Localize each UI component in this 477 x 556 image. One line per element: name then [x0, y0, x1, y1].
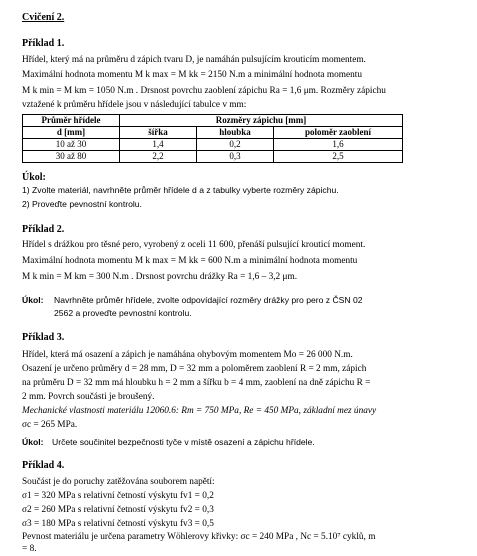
ex3-text-line: 2 mm. Povrch součásti je broušený. [22, 392, 155, 402]
ex3-text-line: Hřídel, která má osazení a zápich je namáhána ohybovým momentem Mo = 26 000 N.m. [22, 350, 353, 360]
ex1-heading: Příklad 1. [22, 38, 65, 49]
table-cell: 0,3 [197, 151, 274, 163]
document-title: Cvičení 2. [22, 12, 65, 23]
ex1-text-line: Maximální hodnota momentu M k max = M kk = 2150 N.m a minimální hodnota momentu [22, 70, 362, 80]
ex1-task-item: 2) Proveďte pevnostní kontrolu. [22, 199, 142, 209]
table-header-radius: poloměr zaoblení [274, 127, 403, 139]
ex2-text-line: M k min = M km = 300 N.m . Drsnost povrchu drážky Ra = 1,6 – 3,2 μm. [22, 272, 298, 282]
groove-dimensions-table [22, 114, 403, 163]
table-row [23, 151, 403, 163]
ex1-text-line: Hřídel, který má na průměru d zápich tvaru D, je namáhán pulsujícím krouticím momentem. [22, 55, 366, 65]
ex1-task-label: Úkol: [22, 172, 46, 183]
ex2-text-line: Maximální hodnota momentu M k max = M kk = 600 N.m a minimální hodnota momentu [22, 256, 358, 266]
table-cell: 1,4 [120, 139, 197, 151]
table-row [23, 139, 403, 151]
ex3-text-line: Osazení je určeno průměry d = 28 mm, D = 32 mm a poloměrem zaoblení R = 2 mm, zápich [22, 364, 367, 374]
ex4-stress-line: σ2 = 260 MPa s relativní četností výskytu fv2 = 0,3 [22, 505, 214, 515]
table-header-diameter-unit: d [mm] [23, 127, 120, 139]
ex1-task-item: 1) Zvolte materiál, navrhněte průměr hřídele d a z tabulky vyberte rozměry zápichu. [22, 185, 339, 195]
ex1-text-line: M k min = M km = 1050 N.m . Drsnost povrchu zaoblení zápichu Ra = 1,6 μm. Rozměry zápichu [22, 86, 386, 96]
ex3-task: Určete součinitel bezpečnosti tyče v místě osazení a zápichu hřídele. [52, 437, 315, 447]
table-header-depth: hloubka [197, 127, 274, 139]
table-cell: 2,5 [274, 151, 403, 163]
table-header-width: šířka [120, 127, 197, 139]
ex4-stress-line: σ3 = 180 MPa s relativní četností výskytu fv3 = 0,5 [22, 519, 214, 529]
ex3-heading: Příklad 3. [22, 332, 65, 343]
table-cell: 10 až 30 [23, 139, 120, 151]
ex4-heading: Příklad 4. [22, 460, 65, 471]
table-cell: 1,6 [274, 139, 403, 151]
ex4-stress-line: σ1 = 320 MPa s relativní četností výskytu fv1 = 0,2 [22, 491, 214, 501]
ex2-task-label: Úkol: [22, 295, 44, 305]
ex3-task-label: Úkol: [22, 437, 44, 447]
ex3-text-line: σc = 265 MPa. [22, 420, 78, 430]
ex2-heading: Příklad 2. [22, 224, 65, 235]
table-header-diameter: Průměr hřídele [23, 115, 120, 127]
ex2-task-line: Navrhněte průměr hřídele, zvolte odpovídající rozměry drážky pro pero z ČSN 02 [54, 295, 363, 305]
ex4-text-line: = 8. [22, 544, 37, 554]
ex2-task-line: 2562 a proveďte pevnostní kontrolu. [54, 308, 192, 318]
ex4-text-line: Pevnost materiálu je určena parametry Wöhlerovy křivky: σc = 240 MPa , Nc = 5.10⁷ cyklů, m [22, 532, 376, 542]
table-cell: 0,2 [197, 139, 274, 151]
ex3-text-line: Mechanické vlastnosti materiálu 12060.6: Rm = 750 MPa, Re = 450 MPa, základní mez únavy [22, 406, 377, 416]
table-cell: 30 až 80 [23, 151, 120, 163]
ex3-text-line: na průměru D = 32 mm má hloubku h = 2 mm a šířku b = 4 mm, zaoblení na dně zápichu R = [22, 378, 371, 388]
ex4-text-line: Součást je do poruchy zatěžována souborem napětí: [22, 477, 215, 487]
table-header-group: Rozměry zápichu [mm] [120, 115, 403, 127]
ex1-text-line: vztažené k průměru hřídele jsou v následující tabulce v mm: [22, 100, 247, 110]
table-cell: 2,2 [120, 151, 197, 163]
ex2-text-line: Hřídel s drážkou pro těsné pero, vyrobený z oceli 11 600, přenáší pulsující krouticí moment. [22, 240, 366, 250]
